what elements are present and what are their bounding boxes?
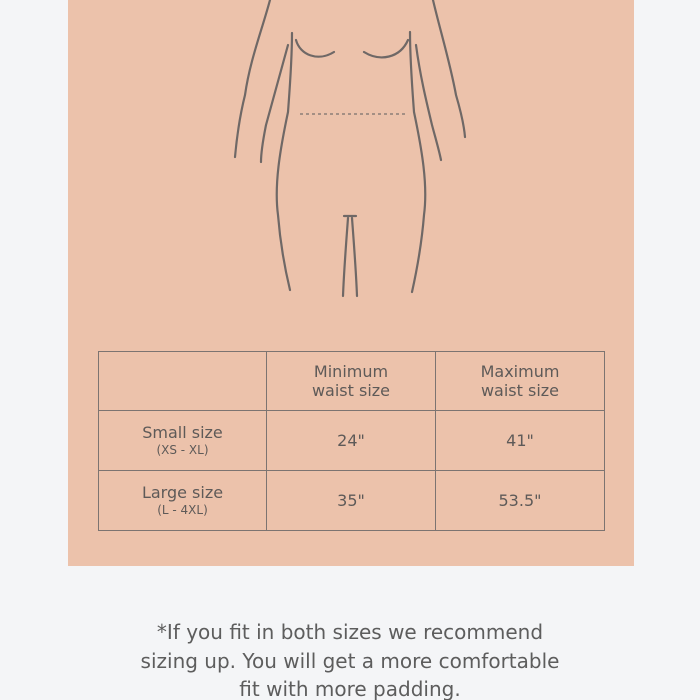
small-max-waist-value: 41" bbox=[436, 411, 605, 471]
header-minimum-line2: waist size bbox=[311, 381, 391, 400]
waist-size-table bbox=[98, 351, 605, 531]
header-maximum-line1: Maximum bbox=[480, 362, 560, 381]
row-label-large-size bbox=[99, 471, 267, 531]
table-header-empty bbox=[99, 352, 267, 411]
footnote-line-2: sizing up. You will get a more comfortable bbox=[140, 648, 560, 673]
table-row bbox=[99, 411, 605, 471]
footnote-line-1: *If you fit in both sizes we recommend bbox=[156, 620, 544, 644]
row-label-small-size bbox=[99, 411, 267, 471]
row-label-text: Large size bbox=[141, 483, 224, 502]
body-figure-illustration bbox=[68, 0, 634, 350]
table-row bbox=[99, 471, 605, 531]
sizing-footnote bbox=[0, 618, 700, 700]
header-minimum-waist-size bbox=[267, 352, 436, 411]
header-minimum-line1: Minimum bbox=[313, 362, 389, 381]
large-max-waist-value: 53.5" bbox=[436, 471, 605, 531]
large-min-waist-value: 35" bbox=[267, 471, 436, 531]
row-size-range: (L - 4XL) bbox=[157, 503, 208, 517]
header-maximum-line2: waist size bbox=[480, 381, 560, 400]
row-label-text: Small size bbox=[142, 423, 223, 442]
size-guide-panel bbox=[68, 0, 634, 566]
footnote-line-3: fit with more padding. bbox=[239, 677, 461, 700]
table-header-row bbox=[99, 352, 605, 411]
small-min-waist-value: 24" bbox=[267, 411, 436, 471]
header-maximum-waist-size bbox=[436, 352, 605, 411]
row-size-range: (XS - XL) bbox=[156, 443, 209, 457]
